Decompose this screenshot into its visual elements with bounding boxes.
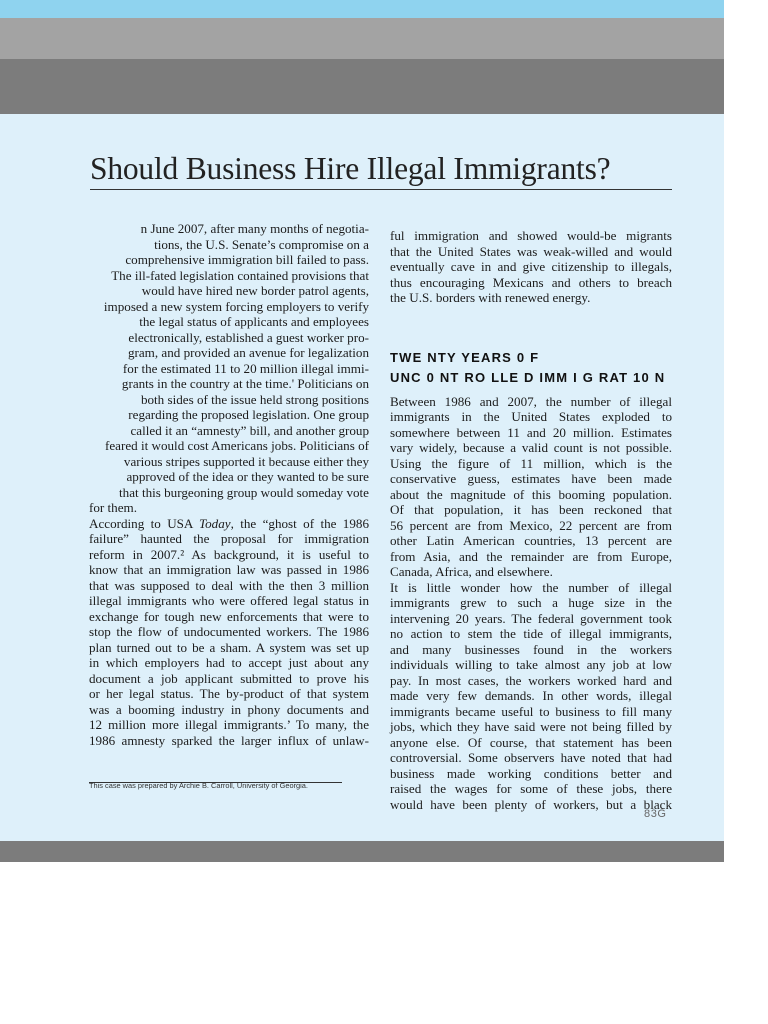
right-column-top-text [390, 228, 672, 306]
text-line: about the magnitude of this booming population. [390, 486, 672, 502]
text-line: other Latin American countries, 13 percent are [390, 533, 672, 548]
text-line: the legal status of applicants and employees [139, 314, 369, 329]
text-line: would have been plenty of workers, but a black [390, 796, 672, 812]
text-line: various stripes supported it because either they [123, 453, 369, 469]
text-line: for them. [89, 500, 137, 515]
text-line: Between 1986 and 2007, the number of illegal [390, 393, 672, 409]
top-accent-band [0, 0, 724, 18]
text-line: made very few demands. In other words, illegal [390, 688, 672, 703]
text-line: It is little wonder how the number of illegal [390, 579, 672, 595]
text-line: conservative guess, estimates have been made [390, 471, 672, 486]
text-line: vary widely, because a valid count is not possible. [390, 440, 672, 455]
text-line: Canada, Africa, and elsewhere. [390, 564, 553, 579]
header-band-dark [0, 59, 724, 114]
section-heading [390, 348, 672, 388]
left-text-column [89, 221, 369, 748]
text-line: and many businesses found in the workers [390, 641, 672, 657]
text-line: grants in the country at the time.' Politicians on [121, 376, 369, 391]
text-line: regarding the proposed legislation. One group [128, 407, 369, 422]
text-line: The ill-fated legislation contained provisions that [111, 267, 369, 283]
text-line: both sides of the issue held strong positions [140, 391, 369, 407]
text-line: the U.S. borders with renewed energy. [390, 290, 591, 305]
text-line: reform in 2007.² As background, it is useful to [89, 546, 369, 562]
text-line: document a job applicant submitted to prove his [89, 670, 369, 686]
text-line: stop the flow of undocumented workers. The 1986 [89, 624, 369, 639]
text-line: feared it would cost Americans jobs. Politicians of [104, 438, 369, 453]
footnote: This case was prepared by Archie B. Carroll, University of Georgia. [89, 781, 308, 790]
text-line: 12 million more illegal immigrants.’ To many, the [89, 717, 369, 732]
text-line: 56 percent are from Mexico, 22 percent are from [390, 517, 672, 533]
text-line: ful immigration and showed would-be migrants [390, 228, 672, 243]
text-line: was a booming industry in phony documents and [89, 701, 369, 717]
text-line: Of that population, it has been reckoned that [390, 502, 672, 517]
text-line: immigrants became useful to business to fill many [390, 703, 672, 719]
case-title: Should Business Hire Illegal Immigrants? [90, 151, 611, 186]
right-column-body-text [390, 394, 672, 813]
text-line: or her legal status. The by-product of that system [89, 686, 369, 701]
section-heading-line-2: UNC 0 NT RO LLE D IMM I G RAT 10 N [390, 369, 666, 385]
text-line: anyone else. Of course, that statement has been [390, 734, 672, 750]
footer-band [0, 841, 724, 862]
text-line: raised the wages for some of these jobs, there [390, 781, 672, 796]
text-line: electronically, established a guest worker pro- [128, 329, 369, 345]
text-line: individuals willing to take almost any job at low [390, 657, 672, 672]
text-line: that this burgeoning group would someday vote [119, 484, 369, 500]
title-rule [90, 189, 672, 190]
text-line: comprehensive immigration bill failed to pass. [125, 252, 369, 267]
text-line: would have hired new border patrol agents, [141, 283, 369, 298]
text-line: know that an immigration law was passed in 1986 [89, 562, 369, 577]
text-line: tions, the U.S. Senate’s compromise on a [154, 236, 369, 252]
text-line: business made working conditions better and [390, 765, 672, 781]
text-line: gram, and provided an avenue for legalization [127, 345, 369, 360]
header-band-light [0, 18, 724, 59]
text-line: n June 2007, after many months of negotia- [140, 221, 369, 236]
text-line: jobs, which they have said were not being filled by [390, 719, 672, 734]
section-heading-line-1: TWE NTY YEARS 0 F [390, 349, 540, 365]
text-line: illegal immigrants who were offered legal status in [89, 593, 369, 608]
text-line: approved of the idea or they wanted to be sure [126, 469, 369, 484]
text-line: failure” haunted the proposal for immigration [89, 531, 369, 546]
text-line: no action to stem the tide of illegal immigrants, [390, 626, 672, 641]
text-line: 1986 amnesty sparked the larger influx of unlaw- [89, 732, 369, 748]
text-line: eventually cave in and give citizenship to illegals, [390, 259, 672, 274]
text-line: somewhere between 11 and 20 million. Estimates [390, 424, 672, 440]
text-line: immigrants grew to such a huge size in the [390, 595, 672, 610]
text-line: According to USA Today, the “ghost of the 1986 [89, 515, 369, 531]
text-line: thus encouraging Mexicans and others to breach [390, 274, 672, 290]
text-line: called it an “amnesty” bill, and another group [130, 422, 369, 438]
right-text-column [390, 228, 672, 812]
text-line: Using the figure of 11 million, which is the [390, 455, 672, 471]
text-line: that the United States was weak-willed and would [390, 243, 672, 259]
page-number: 83G [644, 808, 667, 820]
text-line: immigrants in the United States exploded to [390, 409, 672, 424]
text-line: imposed a new system forcing employers to verify [103, 298, 369, 314]
text-line: that was supposed to deal with the then 3 million [89, 577, 369, 593]
text-line: pay. In most cases, the workers worked hard and [390, 672, 672, 688]
text-line: intervening 20 years. The federal government took [390, 610, 672, 626]
text-line: plan turned out to be a sham. A system was set up [89, 639, 369, 655]
text-line: for the estimated 11 to 20 million illegal immi- [122, 360, 369, 376]
text-line: from Asia, and the remainder are from Europe, [390, 548, 672, 564]
text-line: in which employers had to accept just about any [89, 655, 369, 670]
text-line: exchange for tough new enforcements that were to [89, 608, 369, 624]
text-line: controversial. Some observers have noted that had [390, 750, 672, 765]
